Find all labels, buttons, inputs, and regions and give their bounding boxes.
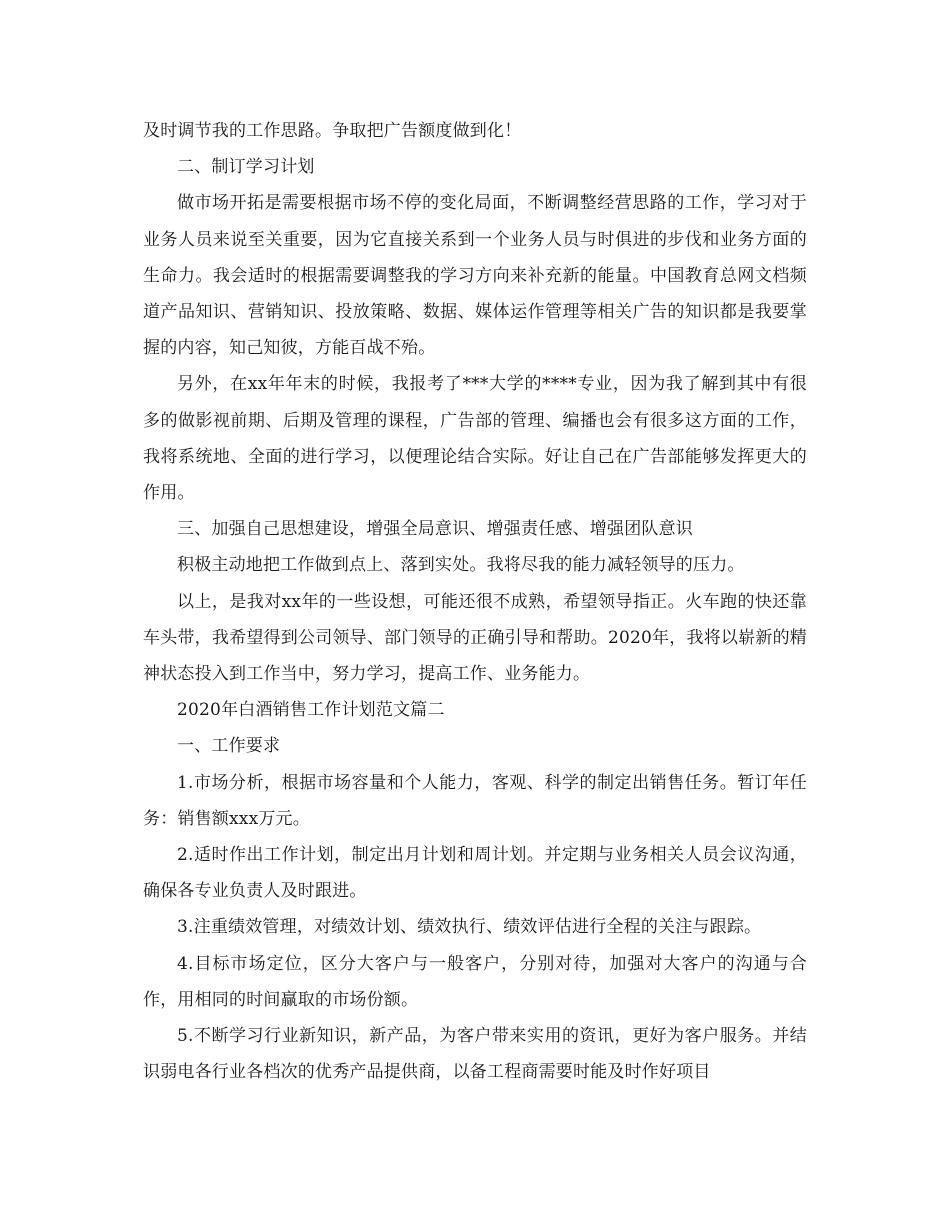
list-item-2: 2.适时作出工作计划，制定出月计划和周计划。并定期与业务相关人员会议沟通，确保各专业负责人及时跟进。: [143, 845, 807, 902]
paragraph-3: 做市场开拓是需要根据市场不停的变化局面，不断调整经营思路的工作，学习对于业务人员来说至关重要，因为它直接关系到一个业务人员与时俱进的步伐和业务方面的生命力。我会适时的根据需要调整我的学习方向来补充新的能量。中国教育总网文档频道产品知识、营销知识、投放策略、数据、媒体运作管理等相关广告的知识都是我要掌握的内容，知己知彼，方能百战不殆。: [143, 193, 807, 359]
list-item-1: 1.市场分析，根据市场容量和个人能力，客观、科学的制定出销售任务。暂订年任务：销售额xxx万元。: [143, 772, 807, 829]
paragraph-1: 及时调节我的工作思路。争取把广告额度做到化！: [143, 121, 522, 141]
paragraph-4: 另外，在xx年年末的时候，我报考了***大学的****专业，因为我了解到其中有很多的做影视前期、后期及管理的课程，广告部的管理、编播也会有很多这方面的工作，我将系统地、全面的进行学习，以便理论结合实际。好让自己在广告部能够发挥更大的作用。: [143, 374, 807, 504]
list-item-4: 4.目标市场定位，区分大客户与一般客户，分别对待，加强对大客户的沟通与合作，用相同的时间赢取的市场份额。: [143, 953, 807, 1010]
list-item-5: 5.不断学习行业新知识，新产品，为客户带来实用的资讯，更好为客户服务。并结识弱电各行业各档次的优秀产品提供商，以备工程商需要时能及时作好项目: [143, 1026, 807, 1083]
article-title-2: 2020年白酒销售工作计划范文篇二: [177, 700, 445, 721]
document-body: [143, 113, 807, 1090]
section-heading-3: 三、加强自己思想建设，增强全局意识、增强责任感、增强团队意识: [177, 519, 693, 540]
section-heading-2: 二、制订学习计划: [177, 157, 315, 178]
paragraph-6: 积极主动地把工作做到点上、落到实处。我将尽我的能力减轻领导的压力。: [177, 555, 745, 576]
paragraph-7: 以上，是我对xx年的一些设想，可能还很不成熟，希望领导指正。火车跑的快还靠车头带，我希望得到公司领导、部门领导的正确引导和帮助。2020年，我将以崭新的精神状态投入到工作当中，努力学习，提高工作、业务能力。: [143, 591, 807, 685]
list-item-3: 3.注重绩效管理，对绩效计划、绩效执行、绩效评估进行全程的关注与跟踪。: [177, 917, 762, 938]
section-heading-1: 一、工作要求: [177, 736, 281, 757]
